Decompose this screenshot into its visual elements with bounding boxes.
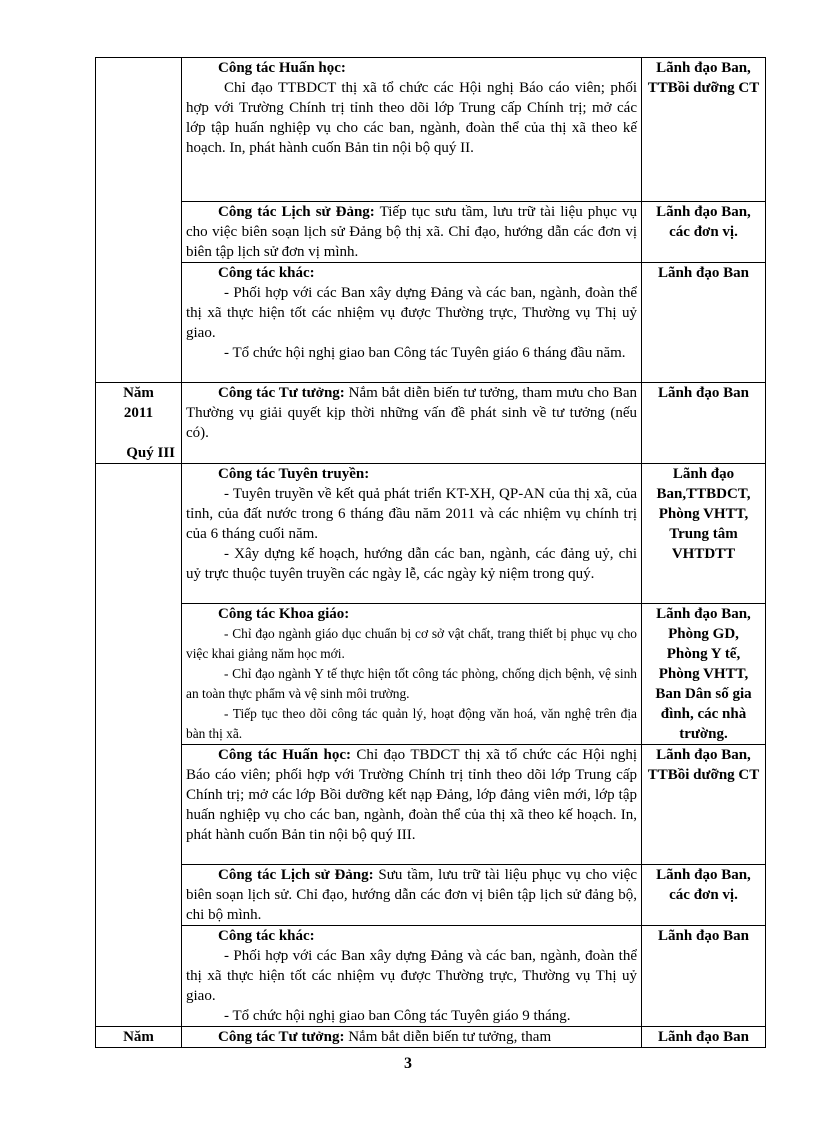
task-heading: Công tác Tuyên truyền: <box>218 466 370 482</box>
task-heading: Công tác Lịch sử Đảng: <box>218 204 375 220</box>
task-item: - Phối hợp với các Ban xây dựng Đảng và các ban, ngành, đoàn thể thị xã thực hiện tốt các nhiệm vụ được Thường trực, Thường vụ Thị uỷ giao. <box>186 948 637 1004</box>
task-content <box>182 1027 642 1048</box>
task-heading: Công tác Tư tưởng: <box>218 1029 345 1045</box>
responsible-cell: Lãnh đạo Ban, TTBồi dưỡng CT <box>642 745 766 865</box>
task-item: Chỉ đạo TTBDCT thị xã tổ chức các Hội nghị Báo cáo viên; phối hợp với Trường Chính trị tỉnh theo dõi lớp Trung cấp Chính trị; mở các lớp tập huấn nghiệp vụ cho các ban, ngành, đoàn thể của thị xã theo kế hoạch. In, phát hành cuốn Bản tin nội bộ quý II. <box>186 80 637 156</box>
task-item: - Phối hợp với các Ban xây dựng Đảng và các ban, ngành, đoàn thể thị xã thực hiện tốt các nhiệm vụ được Thường trực, Thường vụ Thị uỷ giao. <box>186 285 637 341</box>
period-cell <box>96 464 182 1027</box>
task-heading: Công tác khác: <box>218 928 315 944</box>
year-label: Năm <box>123 385 154 401</box>
task-item: - Tổ chức hội nghị giao ban Công tác Tuyên giáo 9 tháng. <box>224 1008 571 1024</box>
task-body: Tiếp tục sưu tầm, lưu trữ tài liệu phục vụ cho việc biên soạn lịch sử Đảng bộ thị xã. Chỉ đạo, hướng dẫn các đơn vị biên tập lịch sử đơn vị mình. <box>186 204 637 260</box>
page-number: 3 <box>404 1055 412 1072</box>
responsible-cell: Lãnh đạo Ban,TTBDCT, Phòng VHTT, Trung tâm VHTDTT <box>642 464 766 604</box>
task-heading: Công tác Huấn học: <box>218 747 351 763</box>
task-body: Chỉ đạo TBDCT thị xã tổ chức các Hội nghị Báo cáo viên; phối hợp với Trường Chính trị tỉnh theo dõi lớp Trung cấp Chính trị; mở các lớp Bồi dưỡng kết nạp Đảng, lớp đảng viên mới, lớp tập huấn nghiệp vụ cho các ban, ngành, đoàn thể của thị xã theo kế hoạch. In, phát hành cuốn Bản tin nội bộ quý III. <box>186 747 638 843</box>
task-content <box>182 745 642 865</box>
table-row <box>96 604 766 745</box>
period-cell <box>96 383 182 464</box>
responsible-cell: Lãnh đạo Ban <box>642 263 766 383</box>
table-row <box>96 383 766 464</box>
task-heading: Công tác Tư tưởng: <box>218 385 345 401</box>
task-body: Nắm bắt diễn biến tư tưởng, tham <box>344 1029 552 1045</box>
task-content <box>182 464 642 604</box>
table-row <box>96 865 766 926</box>
task-heading: Công tác Lịch sử Đảng: <box>218 867 374 883</box>
work-plan-table <box>95 57 766 1048</box>
task-content <box>182 263 642 383</box>
task-item: - Xây dựng kế hoạch, hướng dẫn các ban, ngành, các đảng uỷ, chi uỷ trực thuộc tuyên truyền các ngày lễ, các ngày kỷ niệm trong quý. <box>186 546 637 582</box>
year-label: Năm <box>123 1029 154 1045</box>
task-item: - Chỉ đạo ngành giáo dục chuẩn bị cơ sở vật chất, trang thiết bị phục vụ cho việc khai giảng năm học mới. <box>186 626 637 661</box>
responsible-cell: Lãnh đạo Ban, TTBồi dưỡng CT <box>642 58 766 202</box>
task-body: Nắm bắt diễn biến tư tưởng, tham mưu cho Ban Thường vụ giải quyết kịp thời những vấn đề phát sinh về tư tưởng (nếu có). <box>186 385 637 441</box>
quarter-label: Quý III <box>126 445 175 461</box>
table-row <box>96 464 766 604</box>
task-content <box>182 383 642 464</box>
task-item: - Chỉ đạo ngành Y tế thực hiện tốt công tác phòng, chống dịch bệnh, vệ sinh an toàn thực phẩm và vệ sinh môi trường. <box>186 666 637 701</box>
responsible-cell: Lãnh đạo Ban <box>642 1027 766 1048</box>
table-row <box>96 263 766 383</box>
year-value: 2011 <box>123 405 154 421</box>
task-item: - Tuyên truyền về kết quả phát triển KT-XH, QP-AN của thị xã, của tỉnh, của đất nước trong 6 tháng đầu năm 2011 và các nhiệm vụ chính trị của 6 tháng cuối năm. <box>186 486 637 542</box>
responsible-cell: Lãnh đạo Ban <box>642 383 766 464</box>
task-content <box>182 926 642 1027</box>
table-row <box>96 202 766 263</box>
responsible-cell: Lãnh đạo Ban <box>642 926 766 1027</box>
task-heading: Công tác khác: <box>218 265 315 281</box>
period-cell <box>96 1027 182 1048</box>
table-row <box>96 745 766 865</box>
task-item: - Tổ chức hội nghị giao ban Công tác Tuyên giáo 6 tháng đầu năm. <box>224 345 626 361</box>
task-heading: Công tác Khoa giáo: <box>218 606 350 622</box>
task-item: - Tiếp tục theo dõi công tác quản lý, hoạt động văn hoá, văn nghệ trên địa bàn thị xã. <box>186 706 637 741</box>
responsible-cell: Lãnh đạo Ban, Phòng GD, Phòng Y tế, Phòng VHTT, Ban Dân số gia đình, các nhà trường. <box>642 604 766 745</box>
task-content <box>182 604 642 745</box>
table-row <box>96 1027 766 1048</box>
period-cell <box>96 58 182 383</box>
table-row <box>96 926 766 1027</box>
task-body: Sưu tầm, lưu trữ tài liệu phục vụ cho việc biên soạn lịch sử. Chỉ đạo, hướng dẫn các đơn vị biên tập lịch sử đảng bộ, chi bộ mình. <box>186 867 637 923</box>
task-content <box>182 58 642 202</box>
task-content <box>182 202 642 263</box>
table-row <box>96 58 766 202</box>
task-content <box>182 865 642 926</box>
responsible-cell: Lãnh đạo Ban, các đơn vị. <box>642 202 766 263</box>
task-heading: Công tác Huấn học: <box>218 60 346 76</box>
responsible-cell: Lãnh đạo Ban, các đơn vị. <box>642 865 766 926</box>
